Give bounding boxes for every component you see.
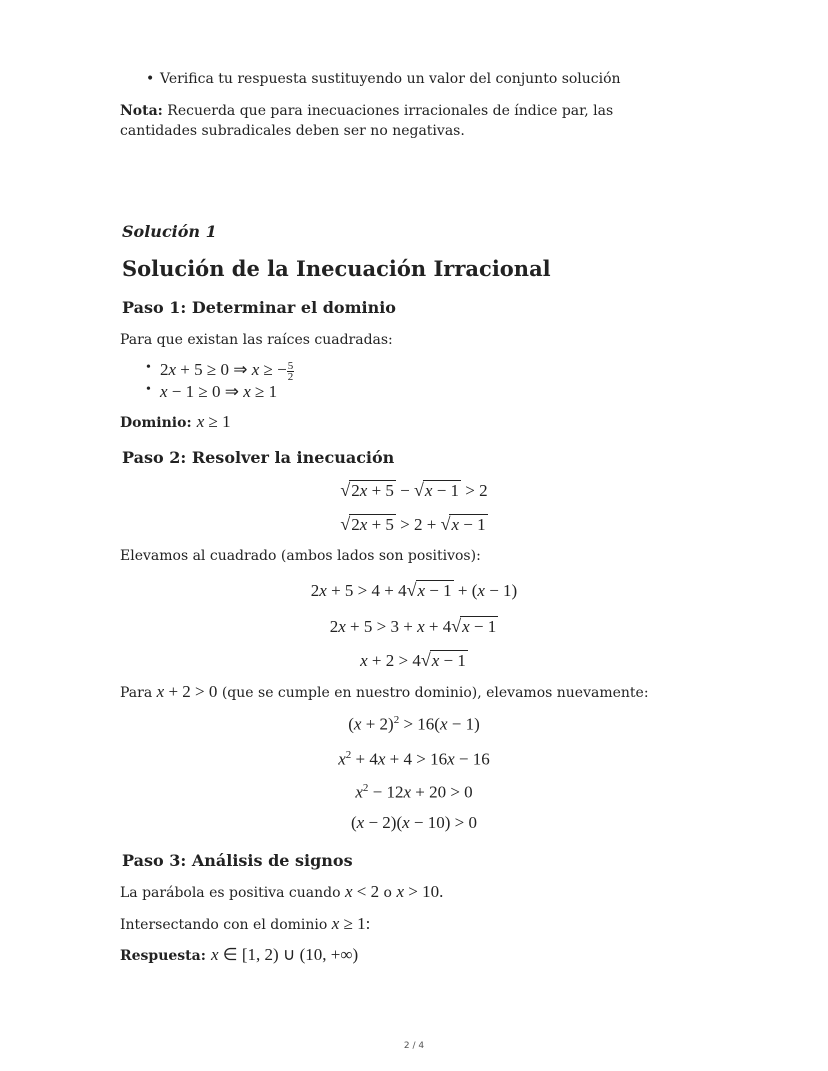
step3-heading: Paso 3: Análisis de signos — [122, 851, 353, 870]
parabola-prefix: La parábola es positiva cuando — [120, 885, 341, 901]
equation-5: x + 2 > 4√x − 1 — [360, 650, 466, 670]
dominio-line: Dominio: x ≥ 1 — [120, 412, 231, 431]
equation-7: $x^2 + 4x + 4 > 16x - 16$ — [338, 749, 490, 769]
equation-2: √2x + 5 > 2 + √x − 1 — [340, 514, 486, 534]
parabola-or: o — [383, 885, 392, 901]
again-suffix: (que se cumple en nuestro dominio), elevamos nuevamente: — [221, 685, 649, 701]
equation-9: (x − 2)(x − 10) > 0 — [350, 813, 478, 832]
page-title: Solución de la Inecuación Irracional — [122, 256, 551, 281]
solution-label: Solución 1 — [122, 222, 217, 241]
nota-label: Nota: — [120, 103, 163, 119]
dominio-label: Dominio: — [120, 415, 192, 431]
parabola-text: La parábola es positiva cuando x < 2 o x > 10. — [120, 882, 444, 901]
equation-1: √2x + 5 − √x − 1 > 2 — [340, 480, 488, 500]
answer-label: Respuesta: — [120, 948, 206, 964]
nota-paragraph — [120, 101, 680, 141]
nota-text: Recuerda que para inecuaciones irracionales de índice par, las cantidades subradicales deben ser no negativas. — [120, 103, 614, 139]
equation-4: 2x + 5 > 3 + x + 4√x − 1 — [329, 616, 497, 636]
equation-3: 2x + 5 > 4 + 4√x − 1 + (x − 1) — [310, 580, 518, 600]
equation-6: $(x + 2)^2 > 16(x - 1)$ — [348, 714, 480, 734]
again-text: Para x + 2 > 0 (que se cumple en nuestro dominio), elevamos nuevamente: — [120, 682, 649, 701]
intersect-text: Intersectando con el dominio x ≥ 1: — [120, 914, 371, 933]
page-number: 2 / 4 — [403, 1041, 425, 1051]
step1-heading: Paso 1: Determinar el dominio — [122, 298, 396, 317]
square-text: Elevamos al cuadrado (ambos lados son positivos): — [120, 548, 481, 564]
bullet-text: Verifica tu respuesta sustituyendo un valor del conjunto solución — [160, 71, 621, 87]
intersect-prefix: Intersectando con el dominio — [120, 917, 328, 933]
list-item: • 2x + 5 ≥ 0 ⇒ x ≥ − $\frac{5}{2}$ — [120, 360, 520, 382]
again-prefix: Para — [120, 685, 153, 701]
list-item — [120, 69, 720, 89]
equation-8: $x^2 - 12x + 20 > 0$ — [355, 782, 473, 802]
list-item: • x − 1 ≥ 0 ⇒ x ≥ 1 — [120, 382, 520, 402]
answer-line: Respuesta: x ∈ [1, 2) ∪ (10, +∞) — [120, 945, 359, 964]
intro-bullet-list — [120, 69, 720, 89]
domain-conditions-list — [120, 360, 520, 402]
step1-intro: Para que existan las raíces cuadradas: — [120, 332, 393, 348]
step2-heading: Paso 2: Resolver la inecuación — [122, 448, 395, 467]
